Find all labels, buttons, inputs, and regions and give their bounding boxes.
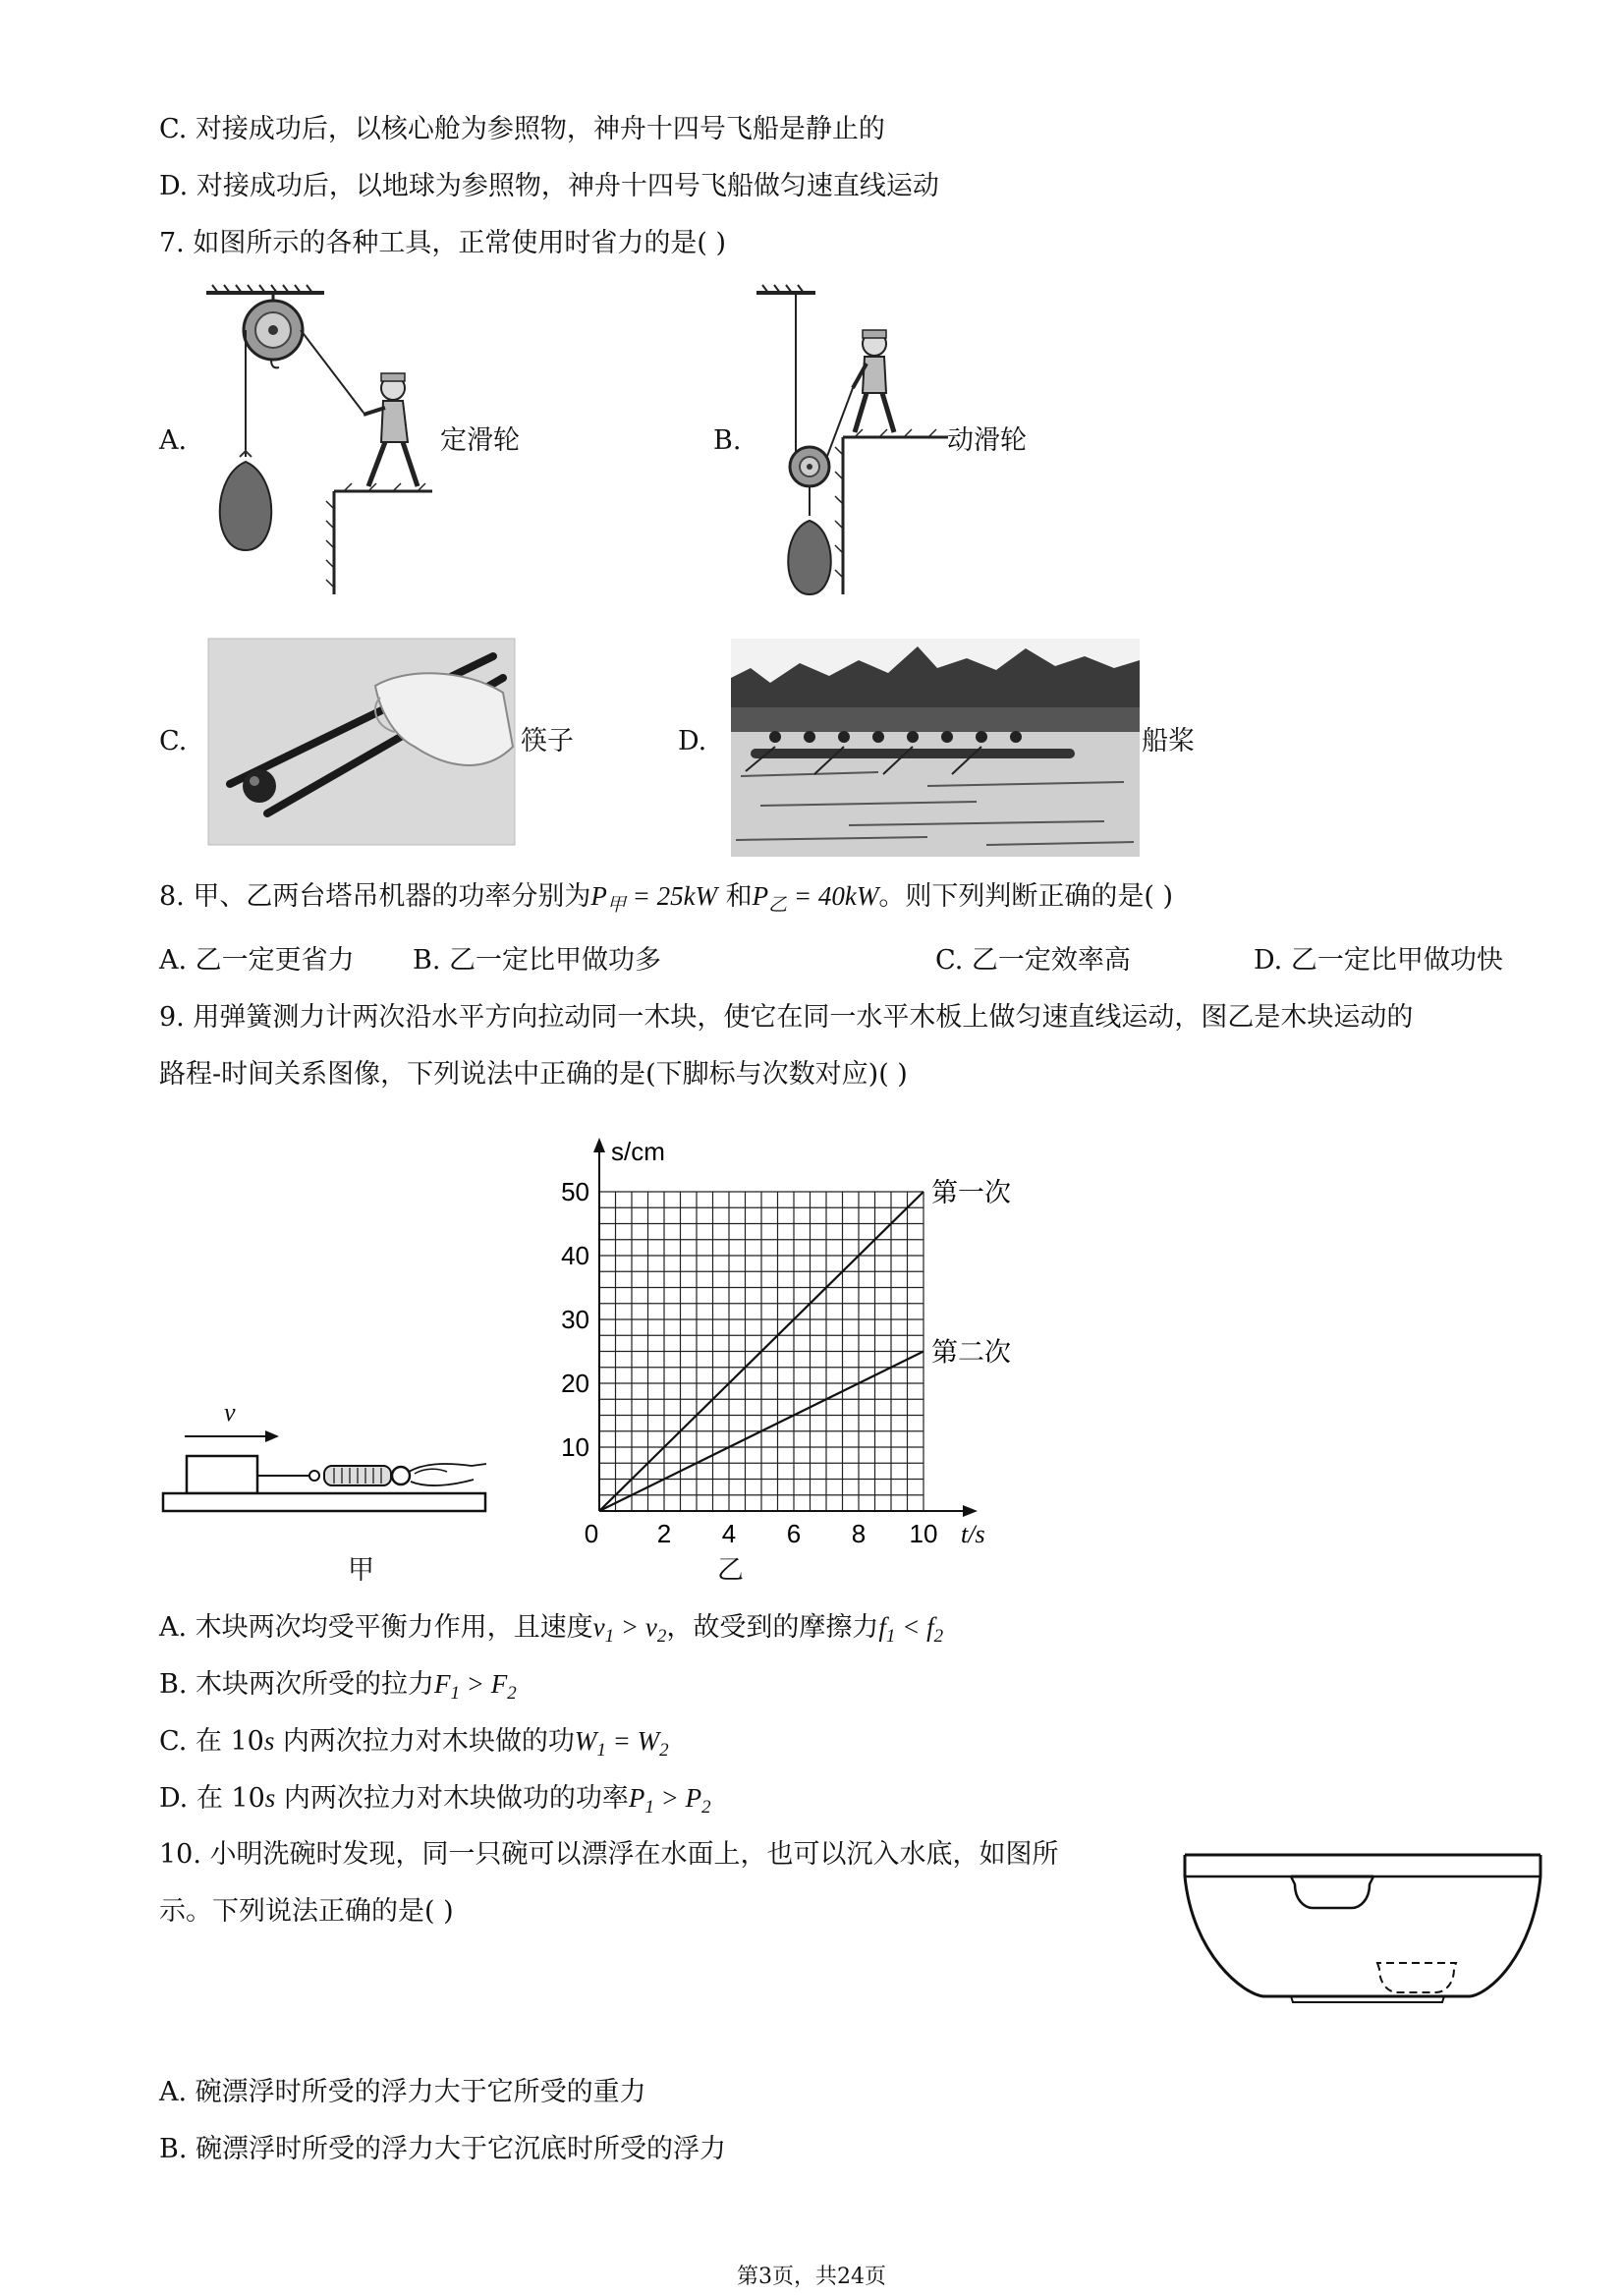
q9-a-f2: < f [895,1612,934,1642]
fig-jia-label: 甲 [348,1555,374,1586]
y-tick-label: 50 [561,1177,589,1206]
q9-a-text1: A. 木块两次均受平衡力作用，且速度 [159,1612,593,1643]
q9-c-w1: W [574,1726,597,1756]
q9-b-f1: F [434,1669,451,1699]
q8-option-b: B. 乙一定比甲做功多 [413,945,662,976]
chopsticks-photo [208,639,515,845]
y-tick-label: 30 [561,1305,589,1334]
q9-b-text: B. 木块两次所受的拉力 [159,1669,435,1700]
q9-c-text1: C. 在 10 [159,1726,264,1757]
q9-stem-line1: 9. 用弹簧测力计两次沿水平方向拉动同一木块，使它在同一水平木板上做匀速直线运动，图乙是木块运动的 [159,1002,1414,1033]
q9-option-d [159,1778,711,1827]
series-label: 第一次 [931,1178,1011,1208]
q9-c-w1-sub: 1 [596,1740,606,1761]
q10-option-a: A. 碗漂浮时所受的浮力大于它所受的重力 [159,2077,646,2107]
q7-option-d-caption: 船桨 [1142,726,1195,756]
y-axis-arrow [593,1138,605,1152]
q8-prefix: 8. 甲、乙两台塔吊机器的功率分别为 [159,881,591,912]
x-tick-label: 6 [786,1519,802,1548]
q8-p-yi-symbol: P [752,881,769,911]
q9-stem-line2: 路程-时间关系图像，下列说法中正确的是(下脚标与次数对应)( ) [159,1059,908,1090]
q9-d-p2-sub: 2 [701,1797,711,1818]
fixed-pulley-figure [206,285,442,599]
q8-option-d: D. 乙一定比甲做功快 [1254,945,1503,976]
q9-option-b [159,1664,517,1713]
q6-option-d: D. 对接成功后，以地球为参照物，神舟十四号飞船做匀速直线运动 [159,171,939,201]
q7-option-c-letter: C. [159,726,188,756]
q6-option-c: C. 对接成功后，以核心舱为参照物，神舟十四号飞船是静止的 [159,114,885,144]
series-label: 第二次 [931,1337,1011,1369]
q9-d-text1: D. 在 10 [159,1783,265,1814]
q9-a-v1-sub: 1 [604,1626,615,1647]
q8-p-yi-sub: 乙 [768,895,788,916]
movable-pulley-figure [756,285,953,599]
q9-d-p2: > P [653,1783,702,1813]
fig-jia-velocity-label: v [224,1398,236,1427]
x-axis-label: t/s [961,1520,985,1548]
q9-d-text2: 内两次拉力对木块做功的功率 [275,1783,629,1814]
q8-option-a: A. 乙一定更省力 [159,945,355,976]
q7-option-a-letter: A. [159,425,188,456]
x-tick-label: 8 [851,1519,867,1548]
q9-b-f1-sub: 1 [450,1683,461,1704]
q7-option-a-caption: 定滑轮 [440,425,520,456]
q10-option-b: B. 碗漂浮时所受的浮力大于它沉底时所受的浮力 [159,2134,727,2164]
q8-suffix: 。则下列判断正确的是( ) [878,881,1174,912]
q7-option-d-letter: D. [678,726,707,756]
q9-c-w2: = W [605,1726,660,1756]
q9-b-f2: > F [460,1669,508,1699]
q8-mid: 和 [717,881,753,912]
q9-a-v2-sub: 2 [656,1626,667,1647]
q9-d-p1-sub: 1 [644,1797,654,1818]
q7-option-b-letter: B. [713,425,742,456]
q9-a-f1-sub: 1 [885,1626,896,1647]
st-graph-chart [550,1120,1041,1552]
q8-p-yi-value: = 40kW [787,881,879,911]
y-tick-label: 20 [561,1369,589,1398]
q9-option-c [159,1721,669,1770]
q8-option-c: C. 乙一定效率高 [935,945,1131,976]
x-tick-label: 10 [909,1519,938,1548]
y-tick-label: 10 [561,1432,589,1462]
q9-option-a [159,1607,943,1656]
q7-option-b-caption: 动滑轮 [947,425,1027,456]
q9-a-v1: v [592,1612,605,1642]
q10-stem-line1: 10. 小明洗碗时发现，同一只碗可以漂浮在水面上，也可以沉入水底，如图所 [159,1839,1059,1870]
q9-c-text2: 内两次拉力对木块做的功 [274,1726,575,1757]
q8-p-jia-symbol: P [590,881,607,911]
q9-c-unit: s [263,1726,275,1756]
bowl-figure [1185,1847,1548,2014]
q9-d-p1: P [628,1783,645,1813]
x-tick-label: 2 [656,1519,672,1548]
q8-p-jia-value: = 25kW [625,881,718,911]
q8-p-jia-sub: 甲 [606,895,626,916]
q8-stem [159,876,1173,925]
q9-a-text2: ，故受到的摩擦力 [666,1612,879,1643]
fig-yi-label: 乙 [717,1555,744,1586]
q9-c-w2-sub: 2 [659,1740,669,1761]
x-axis-arrow [963,1505,978,1517]
page-footer: 第3页，共24页 [737,2265,886,2289]
q9-a-f2-sub: 2 [933,1626,944,1647]
y-tick-label: 40 [561,1241,589,1270]
q9-a-v2: > v [614,1612,657,1642]
x-tick-label: 4 [721,1519,737,1548]
q7-stem: 7. 如图所示的各种工具，正常使用时省力的是( ) [159,228,726,258]
q9-a-f1: f [878,1612,886,1642]
spring-scale-figure [157,1395,491,1518]
rowing-photo [731,639,1140,857]
x-tick-label: 0 [584,1519,599,1548]
q10-stem-line2: 示。下列说法正确的是( ) [159,1896,454,1927]
q7-option-c-caption: 筷子 [521,726,574,756]
q9-d-unit: s [264,1783,276,1813]
y-axis-label: s/cm [611,1137,665,1166]
q9-b-f2-sub: 2 [507,1683,517,1704]
